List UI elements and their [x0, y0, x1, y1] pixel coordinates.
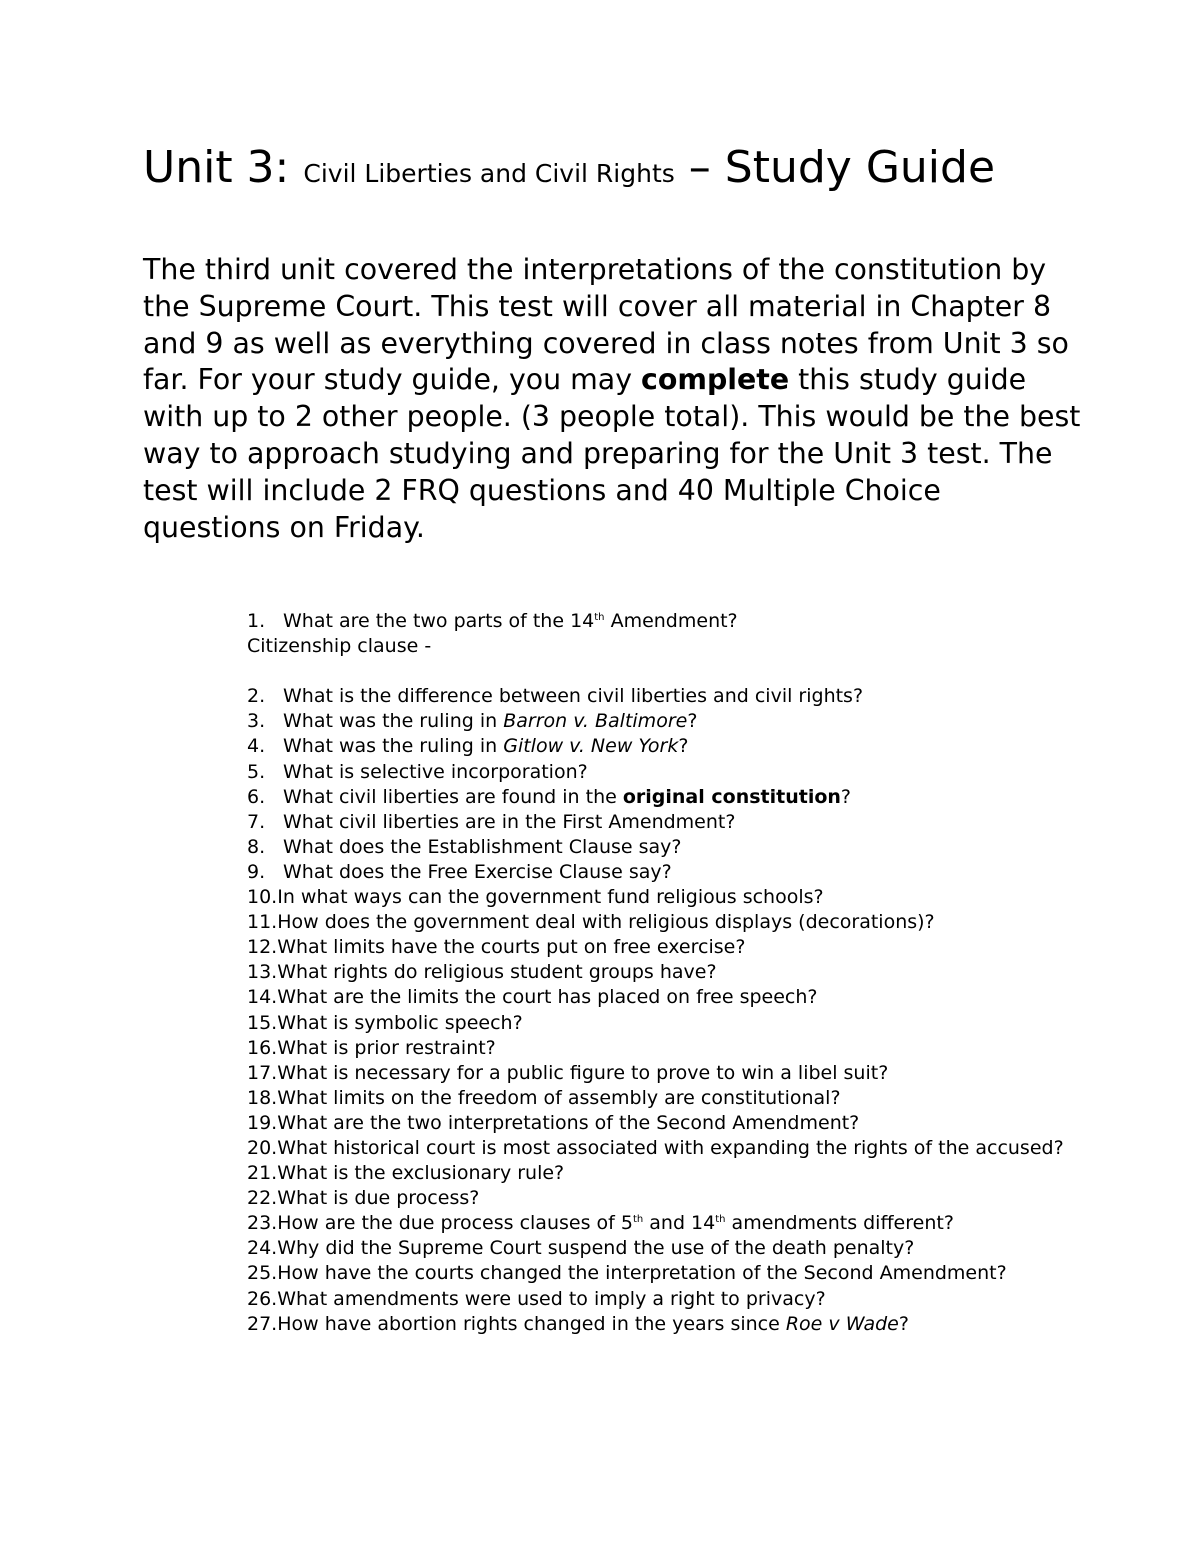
- question-number: 16.: [247, 1036, 278, 1059]
- question-number: 3.: [247, 710, 266, 733]
- question-number: 10.: [247, 886, 278, 909]
- question-number: 26.: [247, 1287, 278, 1310]
- case-name: Roe v Wade: [785, 1312, 899, 1335]
- question-text-end: ?: [687, 710, 698, 733]
- question-12: [247, 935, 1127, 960]
- question-number: 11.: [247, 911, 278, 934]
- intro-bold-word: complete: [641, 363, 790, 397]
- question-number: 8.: [247, 835, 266, 858]
- question-text: Why did the Supreme Court suspend the use of the death penalty?: [277, 1237, 915, 1260]
- question-number: 12.: [247, 936, 278, 959]
- question-text: What civil liberties are in the First Amendment?: [283, 810, 736, 833]
- question-22: [247, 1186, 1127, 1211]
- question-text: What does the Establishment Clause say?: [283, 835, 682, 858]
- question-number: 21.: [247, 1162, 278, 1185]
- question-17: [247, 1061, 1127, 1086]
- question-number: 15.: [247, 1011, 278, 1034]
- question-24: [247, 1236, 1127, 1261]
- question-number: 9.: [247, 860, 266, 883]
- question-text-end: ?: [678, 735, 689, 758]
- question-number: 25.: [247, 1262, 278, 1285]
- question-number: 4.: [247, 735, 266, 758]
- question-7: [247, 810, 1127, 835]
- question-text: What rights do religious student groups have?: [277, 961, 717, 984]
- question-text: What are the two parts of the 14: [283, 610, 595, 632]
- question-text: How are the due process clauses of 5: [277, 1212, 633, 1235]
- question-3: [247, 709, 1127, 734]
- question-number: 23.: [247, 1212, 278, 1235]
- question-text: What is necessary for a public figure to prove to win a libel suit?: [277, 1061, 889, 1084]
- title-rest: Study Guide: [724, 142, 996, 193]
- question-26: [247, 1287, 1127, 1312]
- question-6: [247, 785, 1127, 810]
- question-text-end: Amendment?: [604, 610, 738, 632]
- question-text: What limits have the courts put on free exercise?: [277, 936, 746, 959]
- question-15: [247, 1011, 1127, 1036]
- question-number: 5.: [247, 760, 266, 783]
- question-text: What are the two interpretations of the Second Amendment?: [277, 1111, 860, 1134]
- question-number: 22.: [247, 1187, 278, 1210]
- question-13: [247, 960, 1127, 985]
- question-4: [247, 734, 1127, 759]
- question-text-end: ?: [840, 785, 852, 808]
- question-text-end: ?: [898, 1312, 909, 1335]
- question-8: [247, 835, 1127, 860]
- superscript: th: [594, 612, 605, 623]
- question-text: In what ways can the government fund religious schools?: [277, 886, 824, 909]
- question-text-mid: and 14: [643, 1212, 716, 1235]
- question-text: What historical court is most associated with expanding the rights of the accused?: [277, 1136, 1064, 1159]
- question-number: 19.: [247, 1111, 278, 1134]
- question-text: What is prior restraint?: [277, 1036, 496, 1059]
- question-text: How does the government deal with religious displays (decorations)?: [277, 911, 935, 934]
- question-text: What civil liberties are found in the: [283, 785, 623, 808]
- question-5: [247, 760, 1127, 785]
- question-text: How have the courts changed the interpretation of the Second Amendment?: [277, 1262, 1007, 1285]
- question-number: 7.: [247, 810, 266, 833]
- question-11: [247, 910, 1127, 935]
- question-20: [247, 1136, 1127, 1161]
- question-number: 14.: [247, 986, 278, 1009]
- question-19: [247, 1111, 1127, 1136]
- question-27: [247, 1312, 1127, 1337]
- case-name: Gitlow v. New York: [503, 735, 679, 758]
- question-25: [247, 1261, 1127, 1286]
- question-text: What is due process?: [277, 1187, 480, 1210]
- intro-part1: The third unit covered the interpretations of the constitution by the Supreme Court. This test will cover all material in Chapter 8 and 9 as well as everything covered in class notes from Unit 3 so far. For your study guide, you may: [143, 253, 1069, 397]
- question-number: 18.: [247, 1086, 278, 1109]
- title-unit: Unit 3:: [143, 142, 290, 193]
- question-number: 24.: [247, 1237, 278, 1260]
- question-list: [247, 609, 1127, 1337]
- answer-1: Citizenship clause -: [247, 635, 432, 658]
- question-10: [247, 885, 1127, 910]
- question-21: [247, 1161, 1127, 1186]
- question-text: What was the ruling in: [283, 710, 504, 733]
- superscript: th: [632, 1214, 644, 1226]
- question-text: How have abortion rights changed in the years since: [277, 1312, 786, 1335]
- question-number: 27.: [247, 1312, 278, 1335]
- question-text: What is the exclusionary rule?: [277, 1162, 565, 1185]
- intro-part2: this study guide with up to 2 other people. (3 people total). This would be the best way to approach studying and preparing for the Unit 3 test. The test will include 2 FRQ questions and 40 Multiple Choice questions on Friday.: [143, 363, 1081, 544]
- case-name: Barron v. Baltimore: [503, 710, 688, 733]
- question-9: [247, 860, 1127, 885]
- question-number: 13.: [247, 961, 278, 984]
- question-number: 1.: [247, 610, 266, 632]
- question-number: 20.: [247, 1136, 278, 1159]
- question-14: [247, 985, 1127, 1010]
- question-16: [247, 1036, 1127, 1061]
- document-title: [143, 142, 1083, 200]
- blank-line: [247, 659, 1127, 684]
- question-text: What is the difference between civil liberties and civil rights?: [283, 685, 864, 708]
- question-number: 6.: [247, 785, 266, 808]
- question-text: What limits on the freedom of assembly are constitutional?: [277, 1086, 841, 1109]
- title-dash: –: [688, 142, 711, 193]
- intro-paragraph: [143, 252, 1083, 546]
- question-23: [247, 1211, 1127, 1236]
- question-18: [247, 1086, 1127, 1111]
- bold-phrase: original constitution: [622, 785, 841, 808]
- question-2: [247, 684, 1127, 709]
- superscript: th: [715, 1214, 726, 1226]
- question-text: What is selective incorporation?: [283, 760, 588, 783]
- question-number: 2.: [247, 685, 266, 708]
- question-text-end: amendments different?: [725, 1212, 954, 1235]
- question-text: What was the ruling in: [283, 735, 504, 758]
- question-text: What are the limits the court has placed on free speech?: [277, 986, 818, 1009]
- title-subtitle: Civil Liberties and Civil Rights: [303, 159, 675, 188]
- question-text: What is symbolic speech?: [277, 1011, 523, 1034]
- question-text: What amendments were used to imply a right to privacy?: [277, 1287, 826, 1310]
- question-1: [247, 609, 1127, 634]
- question-text: What does the Free Exercise Clause say?: [283, 860, 672, 883]
- question-number: 17.: [247, 1061, 278, 1084]
